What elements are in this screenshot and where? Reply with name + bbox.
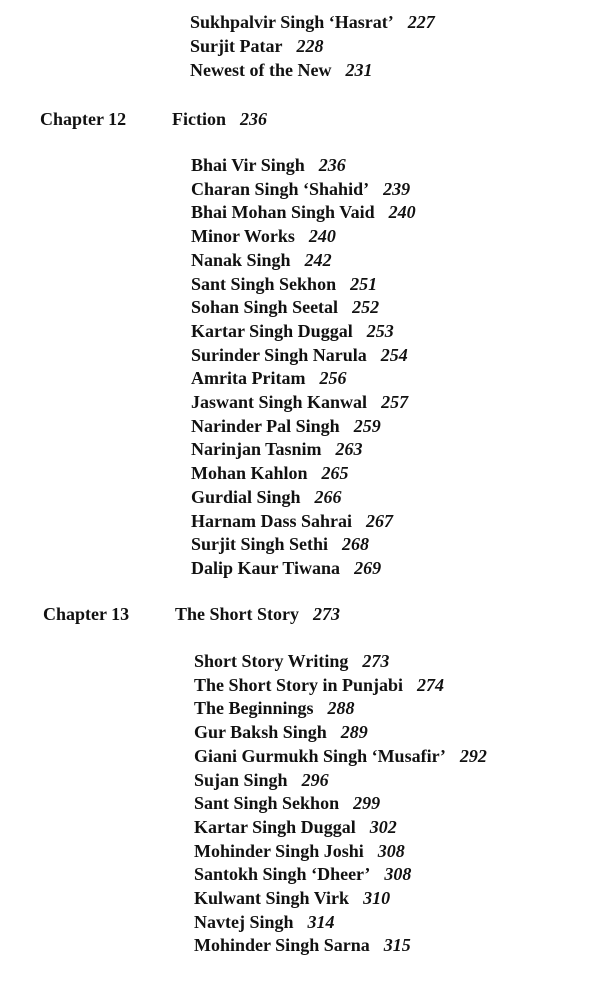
toc-entry — [190, 59, 372, 81]
toc-entry-title: Kartar Singh Duggal — [194, 816, 356, 837]
toc-entry — [191, 273, 377, 295]
toc-entry — [194, 911, 335, 933]
toc-entry — [191, 438, 363, 460]
chapter-12-title: Fiction — [172, 109, 226, 129]
toc-entry — [191, 201, 416, 223]
toc-entry-title: Sohan Singh Seetal — [191, 297, 339, 318]
toc-entry-page: 227 — [407, 12, 435, 32]
toc-entry-title: Kulwant Singh Virk — [194, 888, 350, 908]
toc-entry-title: Mohinder Singh Joshi — [194, 840, 364, 861]
toc-entry — [194, 769, 329, 791]
toc-entry-title: Gur Baksh Singh — [194, 722, 327, 743]
toc-entry-title: Narinder Pal Singh — [191, 415, 340, 436]
toc-entry-title: Mohinder Singh Sarna — [194, 935, 370, 956]
toc-entry-page: 314 — [307, 911, 335, 932]
toc-entry — [194, 674, 444, 696]
toc-entry — [194, 721, 368, 743]
toc-entry-page: 266 — [314, 486, 342, 507]
chapter-13-page: 273 — [313, 604, 341, 624]
toc-entry — [194, 697, 355, 719]
toc-entry — [194, 840, 405, 862]
toc-entry — [191, 178, 410, 200]
toc-entry — [191, 225, 336, 247]
toc-entry-title: Nanak Singh — [191, 249, 291, 270]
toc-entry-title: Sant Singh Sekhon — [191, 273, 337, 294]
toc-entry-title: Bhai Mohan Singh Vaid — [191, 202, 375, 223]
toc-entry-page: 273 — [362, 651, 390, 671]
toc-entry-title: Giani Gurmukh Singh ‘Musafir’ — [194, 745, 446, 766]
chapter-13-title: The Short Story — [175, 604, 300, 624]
toc-entry-title: Jaswant Singh Kanwal — [191, 392, 368, 412]
chapter-12-label: Chapter 12 — [40, 109, 127, 129]
toc-entry-page: 240 — [308, 226, 336, 247]
toc-entry — [191, 154, 346, 176]
toc-entry-page: 259 — [353, 415, 381, 436]
toc-entry-page: 253 — [366, 320, 394, 341]
toc-entry-title: The Beginnings — [194, 698, 314, 719]
toc-entry-page: 299 — [353, 793, 381, 814]
toc-entry — [191, 486, 342, 508]
toc-entry-page: 269 — [354, 557, 382, 578]
toc-entry — [191, 296, 379, 318]
toc-entry — [191, 415, 381, 437]
toc-entry — [191, 249, 332, 271]
toc-entry-page: 257 — [381, 392, 409, 412]
toc-entry — [194, 792, 380, 814]
toc-entry-page: 256 — [319, 368, 347, 389]
toc-entry-page: 302 — [369, 816, 397, 837]
toc-entry-title: Short Story Writing — [194, 651, 349, 671]
toc-entry-title: Dalip Kaur Tiwana — [191, 557, 341, 578]
toc-entry-page: 296 — [301, 769, 329, 790]
toc-entry-title: Mohan Kahlon — [191, 463, 308, 484]
toc-entry — [191, 320, 394, 342]
toc-entry — [191, 462, 349, 484]
toc-entry-title: Sant Singh Sekhon — [194, 793, 340, 814]
toc-entry — [190, 11, 435, 33]
chapter-13-title-line — [175, 603, 340, 625]
toc-entry-page: 274 — [417, 674, 445, 695]
toc-entry-title: Santokh Singh ‘Dheer’ — [194, 864, 371, 885]
toc-entry-page: 228 — [296, 36, 324, 56]
toc-entry-page: 289 — [340, 722, 368, 743]
toc-entry-page: 308 — [377, 840, 405, 861]
toc-entry-title: Surjit Patar — [190, 36, 283, 56]
toc-entry — [190, 35, 323, 57]
toc-entry-title: Charan Singh ‘Shahid’ — [191, 178, 370, 199]
toc-entry — [194, 863, 411, 885]
toc-entry-page: 252 — [352, 297, 380, 318]
toc-entry-title: Harnam Dass Sahrai — [191, 510, 353, 531]
toc-entry — [191, 510, 393, 532]
toc-entry — [191, 391, 408, 413]
toc-entry-title: Surjit Singh Sethi — [191, 534, 329, 555]
toc-entry-title: The Short Story in Punjabi — [194, 674, 404, 695]
toc-entry-title: Gurdial Singh — [191, 486, 301, 507]
toc-entry — [194, 934, 411, 956]
chapter-12-page: 236 — [240, 109, 267, 129]
toc-entry-page: 251 — [350, 273, 378, 294]
toc-entry-title: Navtej Singh — [194, 911, 294, 932]
toc-entry — [191, 533, 369, 555]
toc-entry-page: 239 — [383, 178, 411, 199]
toc-entry-title: Bhai Vir Singh — [191, 155, 305, 175]
toc-entry-page: 240 — [388, 202, 416, 223]
toc-entry — [194, 650, 389, 672]
toc-entry-title: Kartar Singh Duggal — [191, 320, 353, 341]
toc-entry-title: Sukhpalvir Singh ‘Hasrat’ — [190, 12, 394, 32]
toc-entry-page: 231 — [345, 60, 373, 80]
toc-entry-page: 315 — [383, 935, 411, 956]
toc-entry-page: 236 — [318, 155, 346, 175]
chapter-12-title-line — [172, 108, 267, 130]
toc-entry — [194, 745, 487, 767]
toc-entry — [191, 557, 381, 579]
toc-entry-page: 254 — [380, 344, 408, 365]
toc-entry-page: 310 — [363, 888, 391, 908]
toc-entry — [191, 367, 346, 389]
toc-entry-page: 267 — [366, 510, 394, 531]
toc-entry — [194, 816, 397, 838]
toc-entry-title: Minor Works — [191, 226, 295, 247]
toc-entry-page: 288 — [327, 698, 355, 719]
toc-entry-page: 268 — [342, 534, 370, 555]
toc-entry-page: 292 — [459, 745, 487, 766]
toc-entry-title: Narinjan Tasnim — [191, 439, 322, 460]
toc-entry-page: 265 — [321, 463, 349, 484]
toc-entry-title: Amrita Pritam — [191, 368, 306, 389]
chapter-13-label: Chapter 13 — [43, 604, 130, 624]
toc-entry — [194, 887, 390, 909]
toc-entry-title: Newest of the New — [190, 60, 332, 80]
toc-entry-title: Surinder Singh Narula — [191, 344, 367, 365]
toc-entry-title: Sujan Singh — [194, 769, 288, 790]
toc-entry-page: 242 — [304, 249, 332, 270]
toc-entry-page: 308 — [384, 864, 412, 885]
toc-entry — [191, 344, 408, 366]
toc-entry-page: 263 — [335, 439, 363, 460]
